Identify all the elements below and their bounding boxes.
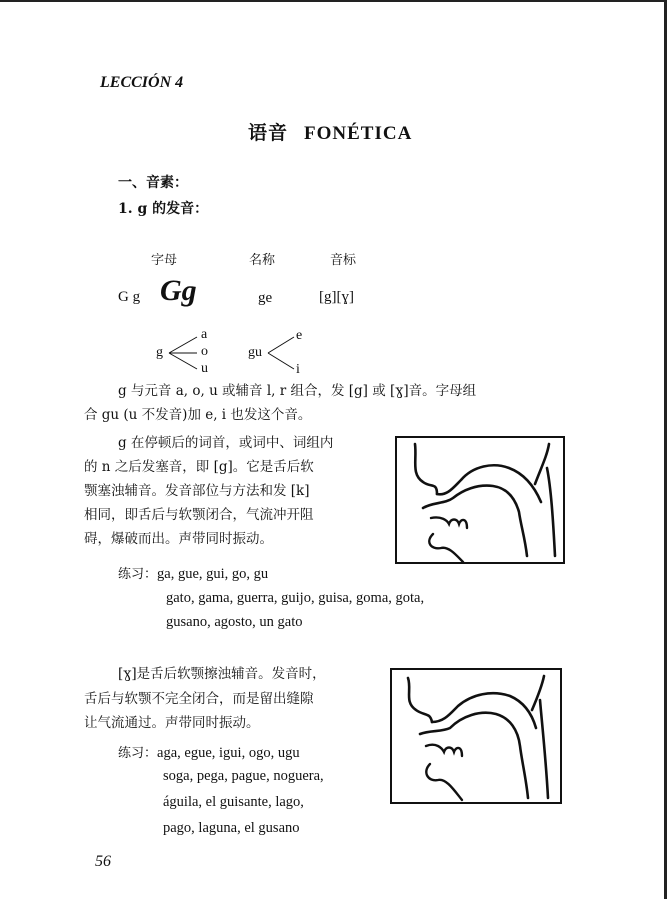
exercise2-line-4: pago, laguna, el gusano: [163, 820, 300, 836]
exercise1-line-1: ga, gue, gui, go, gu: [157, 566, 269, 582]
letter-name: ge: [258, 290, 273, 306]
title-chinese: 语音: [248, 123, 289, 144]
para2-line-2: 的 n 之后发塞音，即 [g]。它是舌后软: [84, 459, 314, 475]
gu-vowel-i: i: [296, 362, 300, 377]
section-heading: 一、音素：: [118, 175, 188, 191]
para2-line-1: g 在停顿后的词首，或词中、词组内: [118, 435, 334, 451]
g-vowel-u: u: [201, 361, 208, 376]
g-vowel-a: a: [201, 327, 208, 342]
lesson-heading: LECCIÓN 4: [100, 74, 184, 91]
mouth-diagram-fricative: [390, 668, 562, 804]
gu-vowel-e: e: [296, 328, 303, 343]
exercise2-line-3: águila, el guisante, lago,: [163, 794, 304, 810]
page-title: [248, 118, 412, 145]
letter-handwritten: Gg: [160, 274, 197, 307]
header-name: 名称: [249, 253, 276, 268]
phonetic-symbol: [g][ɣ]: [319, 289, 354, 305]
exercise1-label: 练习：: [118, 567, 158, 582]
letter-print: G g: [118, 289, 141, 305]
para1-line-1: g 与元音 a, o, u 或辅音 l, r 组合，发 [g] 或 [ɣ]音。字母组: [118, 383, 477, 399]
exercise1-line-3: gusano, agosto, un gato: [166, 614, 303, 630]
para3-line-2: 舌后与软颚不完全闭合，而是留出缝隙: [84, 691, 314, 707]
header-symbol: 音标: [330, 253, 357, 268]
para1-line-2: 合 gu (u 不发音)加 e, i 也发这个音。: [84, 407, 312, 423]
exercise2-label: 练习：: [118, 746, 158, 761]
exercise2-row-1: [118, 742, 300, 762]
exercise1-row-1: [118, 563, 268, 583]
gu-root: gu: [248, 345, 262, 360]
para2-line-5: 碍，爆破而出。声带同时振动。: [84, 531, 273, 547]
title-spanish: FONÉTICA: [304, 123, 413, 144]
para3-line-1: [ɣ]是舌后软颚擦浊辅音。发音时，: [118, 666, 326, 682]
subsection-heading: 1. g 的发音：: [118, 201, 209, 217]
exercise1-line-2: gato, gama, guerra, guijo, guisa, goma, gota,: [166, 590, 425, 606]
g-vowel-o: o: [201, 344, 208, 359]
header-letter: 字母: [151, 253, 178, 268]
para2-line-3: 颚塞浊辅音。发音部位与方法和发 [k]: [84, 483, 310, 499]
page-number: 56: [95, 853, 111, 870]
para2-line-4: 相同，即舌后与软颚闭合，气流冲开阻: [84, 507, 314, 523]
g-branch-lines: [167, 333, 199, 375]
mouth-diagram-occlusive: [395, 436, 565, 564]
para3-line-3: 让气流通过。声带同时振动。: [84, 715, 260, 731]
gu-branch-lines: [266, 333, 296, 375]
exercise2-line-2: soga, pega, pague, noguera,: [163, 768, 324, 784]
exercise2-line-1: aga, egue, igui, ogo, ugu: [157, 745, 300, 761]
g-root: g: [156, 345, 163, 360]
